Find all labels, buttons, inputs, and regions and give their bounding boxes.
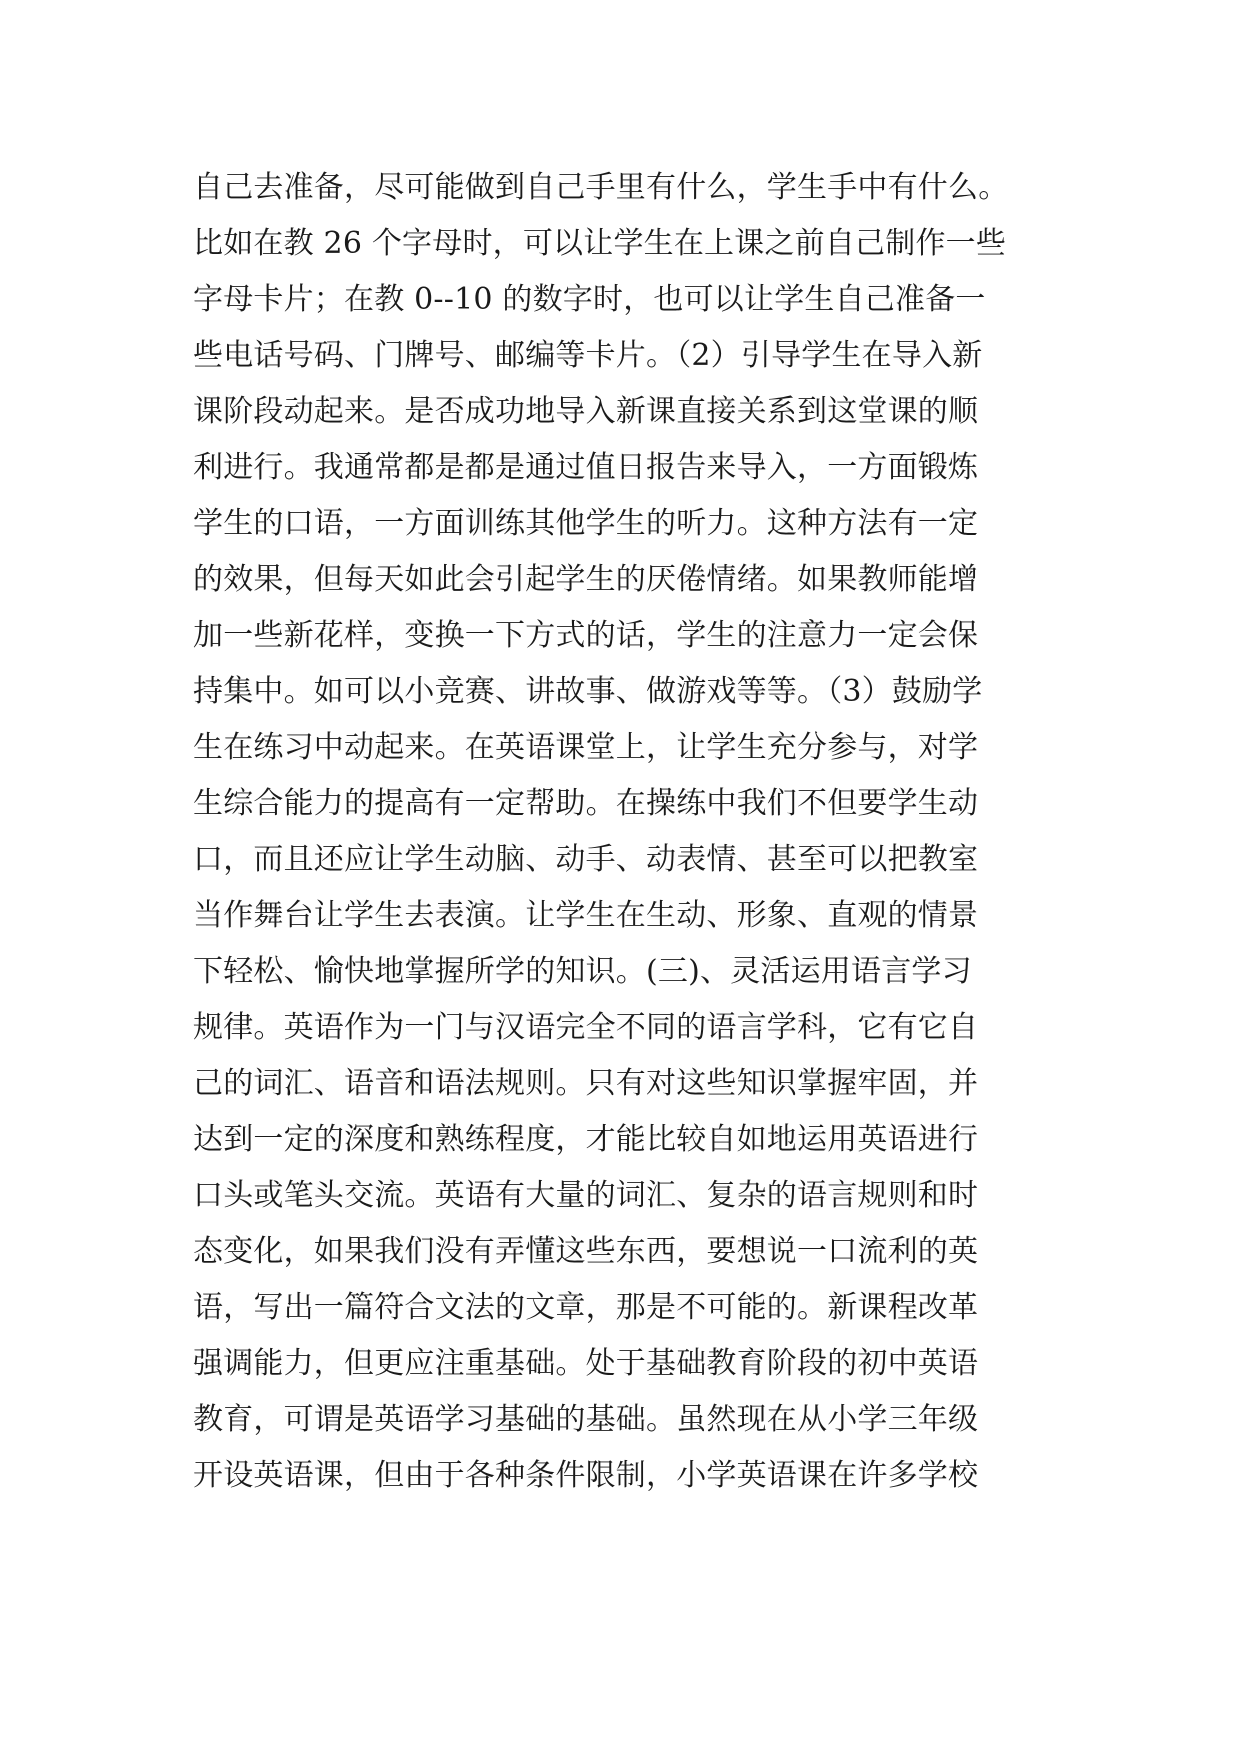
text-line: 口，而且还应让学生动脑、动手、动表情、甚至可以把教室: [193, 842, 979, 877]
text-line: 强调能力，但更应注重基础。处于基础教育阶段的初中英语: [193, 1346, 979, 1381]
text-line: 的效果，但每天如此会引起学生的厌倦情绪。如果教师能增: [193, 562, 979, 597]
body-text: [193, 160, 1053, 1504]
text-line: 当作舞台让学生去表演。让学生在生动、形象、直观的情景: [193, 898, 979, 933]
text-line: 教育，可谓是英语学习基础的基础。虽然现在从小学三年级: [193, 1402, 979, 1437]
text-line: 开设英语课，但由于各种条件限制，小学英语课在许多学校: [193, 1458, 979, 1493]
text-line: 字母卡片；在教 0--10 的数字时，也可以让学生自己准备一: [193, 282, 986, 317]
text-line: 生在练习中动起来。在英语课堂上，让学生充分参与，对学: [193, 730, 979, 765]
text-line: 课阶段动起来。是否成功地导入新课直接关系到这堂课的顺: [193, 394, 979, 429]
text-line: 语，写出一篇符合文法的文章，那是不可能的。新课程改革: [193, 1290, 979, 1325]
text-line: 利进行。我通常都是都是通过值日报告来导入，一方面锻炼: [193, 450, 979, 485]
text-line: 学生的口语，一方面训练其他学生的听力。这种方法有一定: [193, 506, 979, 541]
text-line: 口头或笔头交流。英语有大量的词汇、复杂的语言规则和时: [193, 1178, 979, 1213]
text-line: 己的词汇、语音和语法规则。只有对这些知识掌握牢固，并: [193, 1066, 979, 1101]
text-line: 达到一定的深度和熟练程度，才能比较自如地运用英语进行: [193, 1122, 979, 1157]
text-line: 加一些新花样，变换一下方式的话，学生的注意力一定会保: [193, 618, 979, 653]
text-line: 规律。英语作为一门与汉语完全不同的语言学科，它有它自: [193, 1010, 979, 1045]
text-line: 态变化，如果我们没有弄懂这些东西，要想说一口流利的英: [193, 1234, 979, 1269]
text-line: 生综合能力的提高有一定帮助。在操练中我们不但要学生动: [193, 786, 979, 821]
text-line: 下轻松、愉快地掌握所学的知识。(三)、灵活运用语言学习: [193, 954, 972, 989]
text-line: 些电话号码、门牌号、邮编等卡片。（2）引导学生在导入新: [193, 338, 983, 373]
text-line: 比如在教 26 个字母时，可以让学生在上课之前自己制作一些: [193, 226, 1007, 261]
text-line: 自己去准备，尽可能做到自己手里有什么，学生手中有什么。: [193, 170, 1009, 205]
text-line: 持集中。如可以小竞赛、讲故事、做游戏等等。（3）鼓励学: [193, 674, 983, 709]
